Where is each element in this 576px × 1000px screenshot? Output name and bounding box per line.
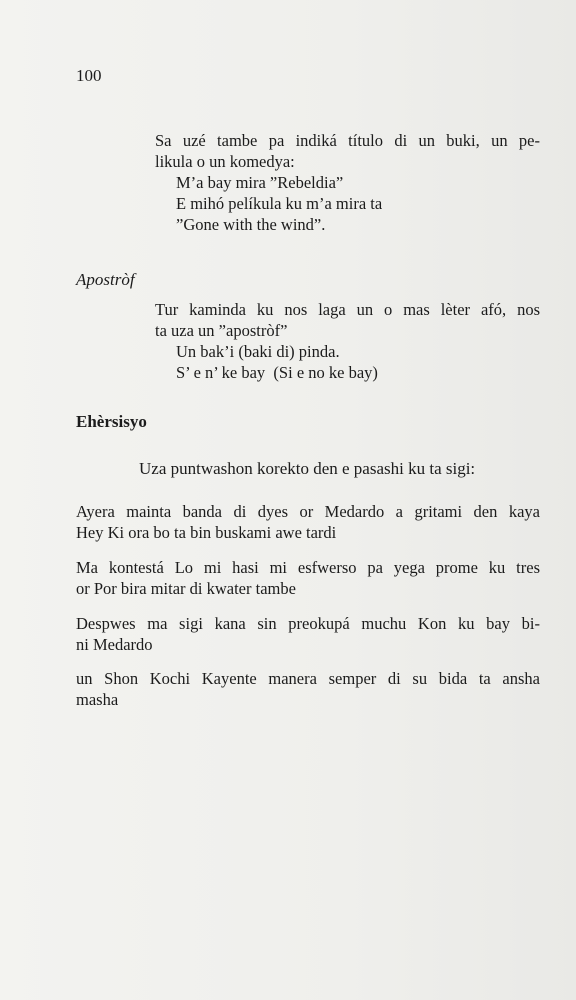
apostrof-heading: Apostròf [76,270,135,289]
exercise-paragraph-2-line-1: Ma kontestá Lo mi hasi mi esfwerso pa yega prome ku tres [76,558,540,577]
apostrof-line-2: ta uza un ”apostròf” [155,321,288,340]
exercise-paragraph-2-line-2: or Por bira mitar di kwater tambe [76,579,296,598]
intro-example-2: E mihó pelíkula ku m’a mira ta [176,194,383,213]
intro-example-3: ”Gone with the wind”. [176,215,326,234]
ehersisyo-instruction: Uza puntwashon korekto den e pasashi ku ta sigi: [139,459,476,478]
apostrof-example-1: Un bak’i (baki di) pinda. [176,342,340,361]
exercise-paragraph-1-line-2: Hey Ki ora bo ta bin buskami awe tardi [76,523,337,542]
exercise-paragraph-1-line-1: Ayera mainta banda di dyes or Medardo a gritami den kaya [76,502,540,521]
exercise-paragraph-4-line-1: un Shon Kochi Kayente manera semper di su bida ta ansha [76,669,540,688]
intro-example-1: M’a bay mira ”Rebeldia” [176,173,344,192]
intro-line-1: Sa uzé tambe pa indiká título di un buki, un pe- [155,131,540,150]
page-number: 100 [76,66,102,85]
exercise-paragraph-3-line-1: Despwes ma sigi kana sin preokupá muchu Kon ku bay bi- [76,614,540,633]
ehersisyo-heading: Ehèrsisyo [76,412,147,431]
apostrof-example-2: S’ e n’ ke bay (Si e no ke bay) [176,363,378,382]
exercise-paragraph-4-line-2: masha [76,690,119,709]
apostrof-line-1: Tur kaminda ku nos laga un o mas lèter afó, nos [155,300,540,319]
intro-line-2: likula o un komedya: [155,152,295,171]
exercise-paragraph-3-line-2: ni Medardo [76,635,153,654]
